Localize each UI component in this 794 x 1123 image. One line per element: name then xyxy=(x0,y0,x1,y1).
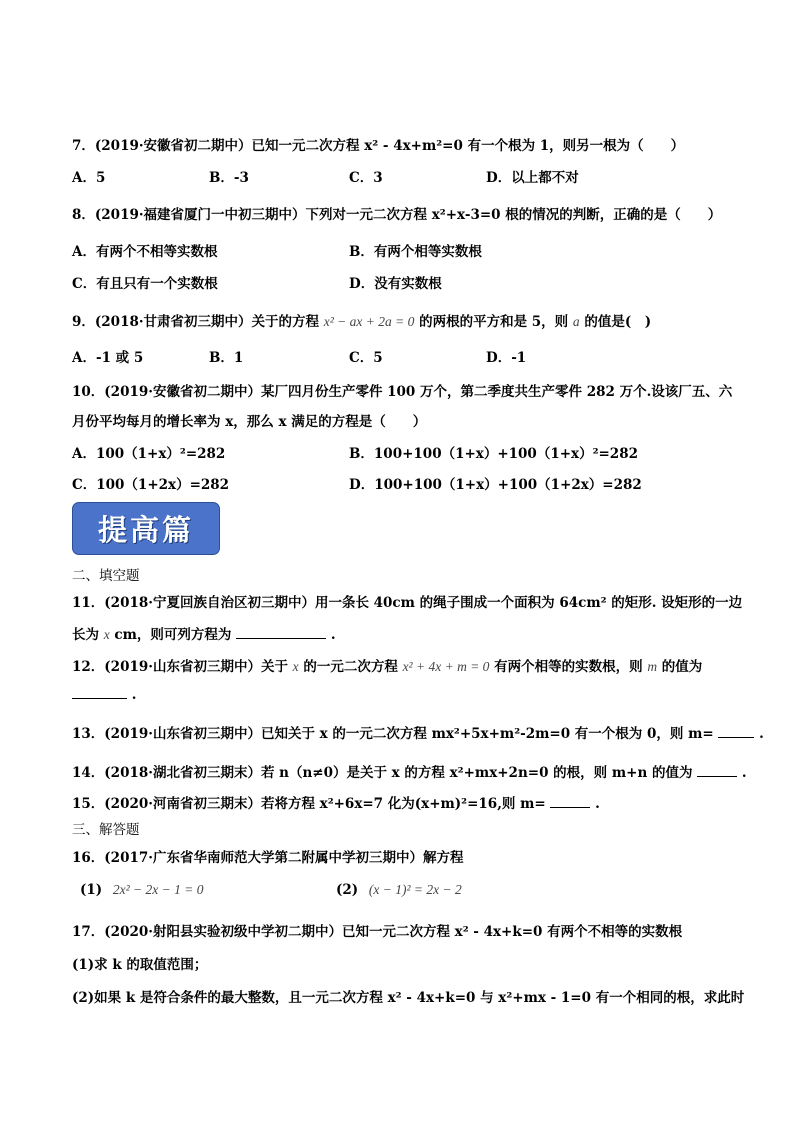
question-10-option-a: A．100（1+x）²=282 xyxy=(72,446,226,462)
question-12-line-2 xyxy=(72,686,136,703)
question-12-answer-blank[interactable] xyxy=(72,686,127,699)
question-16-part-1 xyxy=(80,882,204,898)
advanced-section-banner xyxy=(72,502,220,555)
question-7-option-c: C．3 xyxy=(349,170,383,186)
question-14-answer-blank[interactable] xyxy=(697,764,737,777)
question-13-end: . xyxy=(759,726,764,742)
question-16-part-2 xyxy=(336,882,462,898)
question-15 xyxy=(72,792,600,812)
question-7-option-d: D．以上都不对 xyxy=(486,170,579,186)
question-9-option-a: A．-1 或 5 xyxy=(72,350,144,366)
question-7-option-a: A．5 xyxy=(72,170,106,186)
question-9-stem-part-a: 9．(2018·甘肃省初三期中）关于的方程 xyxy=(72,314,320,330)
question-8-option-b: B．有两个相等实数根 xyxy=(349,244,482,260)
question-9-option-d: D．-1 xyxy=(486,350,527,366)
question-12-part-b: 的一元二次方程 xyxy=(303,659,398,675)
section-2-heading: 二、填空题 xyxy=(72,568,140,584)
question-10-option-b: B．100+100（1+x）+100（1+x）²=282 xyxy=(349,446,638,462)
question-14 xyxy=(72,761,747,781)
question-9-stem-part-c: 的值是( ) xyxy=(584,314,652,330)
question-17-part-1: (1)求 k 的取值范围； xyxy=(72,957,208,973)
question-12-variable-x: x xyxy=(292,659,299,674)
question-7-option-b: B．-3 xyxy=(209,170,249,186)
advanced-section-banner-text: 提高篇 xyxy=(97,513,194,547)
question-11-line-2-part-b: cm，则可列方程为 xyxy=(114,627,232,643)
question-8-option-a: A．有两个不相等实数根 xyxy=(72,244,218,260)
question-13 xyxy=(72,722,764,742)
question-10-line-2: 月份平均每月的增长率为 x，那么 x 满足的方程是（ ） xyxy=(72,414,427,430)
question-9-stem-part-b: 的两根的平方和是 5，则 xyxy=(419,314,569,330)
question-16-part-2-label: (2) xyxy=(336,882,359,898)
question-15-end: . xyxy=(595,796,600,812)
question-11-variable: x xyxy=(103,627,110,642)
question-16-part-2-formula: (x − 1)² = 2x − 2 xyxy=(368,882,462,897)
question-12-part-a: 12．(2019·山东省初三期中）关于 xyxy=(72,659,288,675)
question-12-part-c: 有两个相等的实数根，则 xyxy=(494,659,643,675)
question-10-line-1: 10．(2019·安徽省初二期中）某厂四月份生产零件 100 万个，第二季度共生产零件 282 万个.设该厂五、六 xyxy=(72,384,733,400)
question-17-part-2: (2)如果 k 是符合条件的最大整数，且一元二次方程 x² - 4x+k=0 与 x²+mx - 1=0 有一个相同的根，求此时 xyxy=(72,990,745,1006)
question-14-end: . xyxy=(741,765,747,781)
question-11-line-1: 11．(2018·宁夏回族自治区初三期中）用一条长 40cm 的绳子围成一个面积为 64cm² 的矩形. 设矩形的一边 xyxy=(72,595,743,611)
question-9-formula: x² − ax + 2a = 0 xyxy=(323,314,415,329)
question-9-option-c: C．5 xyxy=(349,350,383,366)
question-12-formula: x² + 4x + m = 0 xyxy=(402,659,490,674)
question-16-stem: 16．(2017·广东省华南师范大学第二附属中学初三期中）解方程 xyxy=(72,850,464,866)
question-12-line-1 xyxy=(72,655,702,675)
question-10-option-c: C．100（1+2x）=282 xyxy=(72,477,230,493)
question-11-line-2 xyxy=(72,623,336,643)
question-16-part-1-formula: 2x² − 2x − 1 = 0 xyxy=(112,882,204,897)
question-11-end: . xyxy=(330,627,336,643)
question-13-text: 13．(2019·山东省初三期中）已知关于 x 的一元二次方程 mx²+5x+m²-2m=0 有一个根为 0，则 m= xyxy=(72,726,714,742)
section-3-heading: 三、解答题 xyxy=(72,822,140,838)
question-9-variable: a xyxy=(572,314,580,329)
question-15-answer-blank[interactable] xyxy=(550,795,590,808)
question-8-option-d: D．没有实数根 xyxy=(349,276,442,292)
question-11-line-2-part-a: 长为 xyxy=(72,627,99,643)
question-12-end: . xyxy=(131,687,137,703)
question-9-option-b: B．1 xyxy=(209,350,244,366)
question-14-text: 14．(2018·湖北省初三期末）若 n（n≠0）是关于 x 的方程 x²+mx+2n=0 的根，则 m+n 的值为 xyxy=(72,765,693,781)
question-9-stem xyxy=(72,310,651,330)
question-16-part-1-label: (1) xyxy=(80,882,103,898)
question-17-stem: 17．(2020·射阳县实验初级中学初二期中）已知一元二次方程 x² - 4x+k=0 有两个不相等的实数根 xyxy=(72,924,683,940)
question-7-stem: 7．(2019·安徽省初二期中）已知一元二次方程 x² - 4x+m²=0 有一个根为 1，则另一根为（ ） xyxy=(72,138,685,154)
question-13-answer-blank[interactable] xyxy=(718,725,754,738)
question-12-variable-m: m xyxy=(647,659,658,674)
question-11-answer-blank[interactable] xyxy=(236,626,326,639)
question-12-part-d: 的值为 xyxy=(661,659,703,675)
question-8-option-c: C．有且只有一个实数根 xyxy=(72,276,218,292)
question-8-stem: 8．(2019·福建省厦门一中初三期中）下列对一元二次方程 x²+x-3=0 根的情况的判断，正确的是（ ） xyxy=(72,207,722,223)
question-15-text: 15．(2020·河南省初三期末）若将方程 x²+6x=7 化为(x+m)²=16,则 m= xyxy=(72,796,546,812)
question-10-option-d: D．100+100（1+x）+100（1+2x）=282 xyxy=(349,477,642,493)
